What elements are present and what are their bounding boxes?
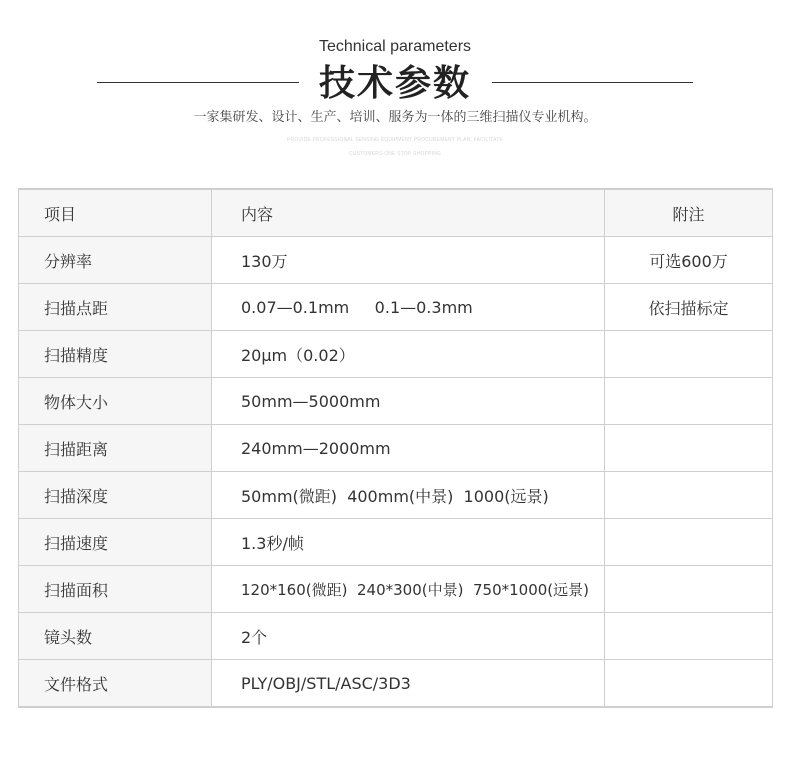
row-label: 扫描点距 — [19, 284, 212, 331]
row-value: 50mm(微距) 400mm(中景) 1000(远景) — [212, 472, 605, 519]
row-note — [605, 613, 773, 660]
table-row — [19, 378, 773, 425]
row-note: 可选600万 — [605, 237, 773, 284]
title-row — [0, 62, 790, 106]
table-header-row — [19, 189, 773, 237]
table-row — [19, 284, 773, 331]
row-label: 分辨率 — [19, 237, 212, 284]
row-value: 2个 — [212, 613, 605, 660]
row-note — [605, 472, 773, 519]
title-divider-right — [492, 82, 693, 83]
row-value: 50mm—5000mm — [212, 378, 605, 425]
row-label: 文件格式 — [19, 660, 212, 708]
header-cell-content: 内容 — [212, 189, 605, 237]
row-value: 0.07—0.1mm 0.1—0.3mm — [212, 284, 605, 331]
table-row — [19, 566, 773, 613]
row-note — [605, 331, 773, 378]
row-label: 物体大小 — [19, 378, 212, 425]
table-row — [19, 613, 773, 660]
row-note — [605, 519, 773, 566]
tagline: 一家集研发、设计、生产、培训、服务为一体的三维扫描仪专业机构。 — [193, 110, 597, 125]
faint-caption-line-2: CUSTOMERS ONE STOP SHOPPING — [348, 151, 442, 157]
row-value: 20μm（0.02） — [212, 331, 605, 378]
table-row — [19, 472, 773, 519]
row-label: 镜头数 — [19, 613, 212, 660]
row-note — [605, 425, 773, 472]
subtitle-english: Technical parameters — [318, 38, 472, 55]
table-row — [19, 331, 773, 378]
table-row — [19, 519, 773, 566]
table-row — [19, 660, 773, 708]
faint-caption-line-1: PROVIDE PROFESSIONAL SENSING EQUIPMENT PROCUREMENT PLAN, FACILITATE — [287, 137, 503, 143]
row-label: 扫描深度 — [19, 472, 212, 519]
row-label: 扫描精度 — [19, 331, 212, 378]
header-cell-item: 项目 — [19, 189, 212, 237]
row-note — [605, 378, 773, 425]
row-value: PLY/OBJ/STL/ASC/3D3 — [212, 660, 605, 708]
row-value: 130万 — [212, 237, 605, 284]
spec-table — [18, 188, 773, 708]
table-row — [19, 425, 773, 472]
row-label: 扫描面积 — [19, 566, 212, 613]
row-label: 扫描速度 — [19, 519, 212, 566]
row-note — [605, 660, 773, 708]
row-value: 240mm—2000mm — [212, 425, 605, 472]
row-label: 扫描距离 — [19, 425, 212, 472]
row-value: 1.3秒/帧 — [212, 519, 605, 566]
row-value: 120*160(微距) 240*300(中景) 750*1000(远景) — [212, 566, 605, 613]
page-title: 技术参数 — [318, 63, 471, 104]
row-note: 依扫描标定 — [605, 284, 773, 331]
header-cell-note: 附注 — [605, 189, 773, 237]
row-note — [605, 566, 773, 613]
table-row — [19, 237, 773, 284]
